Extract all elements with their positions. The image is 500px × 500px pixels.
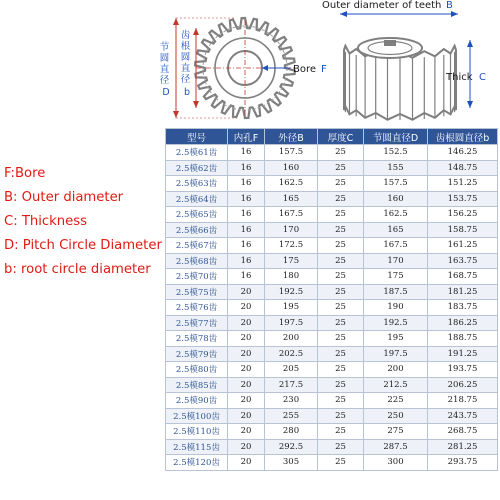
- cell-outer-diameter: 160: [265, 160, 318, 176]
- table-row: [166, 331, 498, 347]
- cell-thickness: 25: [318, 393, 364, 409]
- cell-outer-diameter: 280: [265, 424, 318, 440]
- cell-outer-diameter: 255: [265, 408, 318, 424]
- cell-bore: 20: [228, 284, 265, 300]
- cell-bore: 16: [228, 207, 265, 223]
- cell-outer-diameter: 217.5: [265, 377, 318, 393]
- cell-thickness: 25: [318, 331, 364, 347]
- cell-bore: 20: [228, 455, 265, 471]
- cell-model: 2.5模75齿: [166, 284, 228, 300]
- cell-bore: 16: [228, 253, 265, 269]
- cell-model: 2.5模120齿: [166, 455, 228, 471]
- cell-model: 2.5模79齿: [166, 346, 228, 362]
- cell-outer-diameter: 170: [265, 222, 318, 238]
- cell-bore: 20: [228, 315, 265, 331]
- cell-pitch-diameter: 162.5: [364, 207, 428, 223]
- cell-pitch-diameter: 155: [364, 160, 428, 176]
- cell-bore: 16: [228, 176, 265, 192]
- root-diameter-vertical-label: 齿 根 圆 直 径 b: [180, 30, 191, 98]
- gear-diagram: [0, 0, 500, 125]
- table-row: [166, 176, 498, 192]
- cell-pitch-diameter: 187.5: [364, 284, 428, 300]
- table-row: [166, 145, 498, 161]
- cell-bore: 16: [228, 222, 265, 238]
- cell-outer-diameter: 202.5: [265, 346, 318, 362]
- table-row: [166, 284, 498, 300]
- bore-label: Bore: [293, 64, 317, 75]
- cell-pitch-diameter: 250: [364, 408, 428, 424]
- cell-root-diameter: 168.75: [428, 269, 498, 285]
- cell-outer-diameter: 157.5: [265, 145, 318, 161]
- cell-pitch-diameter: 192.5: [364, 315, 428, 331]
- thick-letter: C: [479, 72, 486, 83]
- cell-outer-diameter: 167.5: [265, 207, 318, 223]
- cell-thickness: 25: [318, 346, 364, 362]
- cell-pitch-diameter: 167.5: [364, 238, 428, 254]
- cell-root-diameter: 243.75: [428, 408, 498, 424]
- cell-bore: 16: [228, 269, 265, 285]
- cell-thickness: 25: [318, 160, 364, 176]
- cell-model: 2.5模100齿: [166, 408, 228, 424]
- table-header-row: [166, 129, 498, 145]
- table-row: [166, 160, 498, 176]
- cell-root-diameter: 188.75: [428, 331, 498, 347]
- cell-bore: 20: [228, 408, 265, 424]
- cell-model: 2.5模61齿: [166, 145, 228, 161]
- cell-bore: 20: [228, 424, 265, 440]
- table-row: [166, 300, 498, 316]
- cell-outer-diameter: 162.5: [265, 176, 318, 192]
- cell-bore: 20: [228, 439, 265, 455]
- cell-pitch-diameter: 160: [364, 191, 428, 207]
- cell-outer-diameter: 175: [265, 253, 318, 269]
- cell-outer-diameter: 192.5: [265, 284, 318, 300]
- cell-root-diameter: 153.75: [428, 191, 498, 207]
- cell-model: 2.5模66齿: [166, 222, 228, 238]
- cell-model: 2.5模67齿: [166, 238, 228, 254]
- table-row: [166, 191, 498, 207]
- cell-bore: 20: [228, 362, 265, 378]
- cell-root-diameter: 193.75: [428, 362, 498, 378]
- cell-pitch-diameter: 200: [364, 362, 428, 378]
- cell-root-diameter: 183.75: [428, 300, 498, 316]
- cell-root-diameter: 158.75: [428, 222, 498, 238]
- header-outer-diameter: 外径B: [265, 129, 318, 145]
- cell-thickness: 25: [318, 362, 364, 378]
- legend-item-thickness: C: Thickness: [4, 214, 88, 229]
- cell-root-diameter: 156.25: [428, 207, 498, 223]
- spec-table: [165, 128, 498, 471]
- cell-root-diameter: 151.25: [428, 176, 498, 192]
- cell-model: 2.5模62齿: [166, 160, 228, 176]
- cell-root-diameter: 161.25: [428, 238, 498, 254]
- cell-root-diameter: 191.25: [428, 346, 498, 362]
- cell-pitch-diameter: 300: [364, 455, 428, 471]
- table-row: [166, 238, 498, 254]
- cell-thickness: 25: [318, 408, 364, 424]
- outer-diameter-label: Outer diameter of teeth: [322, 0, 442, 11]
- cell-outer-diameter: 200: [265, 331, 318, 347]
- cell-outer-diameter: 230: [265, 393, 318, 409]
- cell-thickness: 25: [318, 145, 364, 161]
- cell-thickness: 25: [318, 300, 364, 316]
- cell-root-diameter: 163.75: [428, 253, 498, 269]
- cell-root-diameter: 206.25: [428, 377, 498, 393]
- cell-pitch-diameter: 225: [364, 393, 428, 409]
- table-row: [166, 424, 498, 440]
- cell-model: 2.5模64齿: [166, 191, 228, 207]
- cell-model: 2.5模80齿: [166, 362, 228, 378]
- legend: [4, 162, 174, 282]
- table-row: [166, 362, 498, 378]
- legend-item-outer-diameter: B: Outer diameter: [4, 190, 124, 205]
- table-row: [166, 346, 498, 362]
- cell-model: 2.5模115齿: [166, 439, 228, 455]
- header-pitch-diameter: 节圆直径D: [364, 129, 428, 145]
- cell-root-diameter: 293.75: [428, 455, 498, 471]
- cell-model: 2.5模76齿: [166, 300, 228, 316]
- header-root-diameter: 齿根圆直径b: [428, 129, 498, 145]
- cell-pitch-diameter: 190: [364, 300, 428, 316]
- cell-pitch-diameter: 170: [364, 253, 428, 269]
- header-model: 型号: [166, 129, 228, 145]
- cell-bore: 16: [228, 160, 265, 176]
- cell-thickness: 25: [318, 207, 364, 223]
- cell-thickness: 25: [318, 238, 364, 254]
- cell-outer-diameter: 180: [265, 269, 318, 285]
- outer-diameter-letter: B: [446, 0, 453, 11]
- cell-pitch-diameter: 175: [364, 269, 428, 285]
- cell-bore: 20: [228, 300, 265, 316]
- table-row: [166, 207, 498, 223]
- table-row: [166, 439, 498, 455]
- table-row: [166, 315, 498, 331]
- cell-root-diameter: 218.75: [428, 393, 498, 409]
- cell-root-diameter: 281.25: [428, 439, 498, 455]
- table-row: [166, 253, 498, 269]
- cell-pitch-diameter: 195: [364, 331, 428, 347]
- cell-model: 2.5模65齿: [166, 207, 228, 223]
- cell-pitch-diameter: 152.5: [364, 145, 428, 161]
- cell-pitch-diameter: 197.5: [364, 346, 428, 362]
- cell-thickness: 25: [318, 253, 364, 269]
- cell-thickness: 25: [318, 377, 364, 393]
- legend-item-root-diameter: b: root circle diameter: [4, 262, 151, 277]
- table-row: [166, 455, 498, 471]
- cell-thickness: 25: [318, 191, 364, 207]
- cell-thickness: 25: [318, 315, 364, 331]
- cell-outer-diameter: 172.5: [265, 238, 318, 254]
- legend-item-pitch-diameter: D: Pitch Circle Diameter: [4, 238, 162, 253]
- cell-pitch-diameter: 287.5: [364, 439, 428, 455]
- cell-root-diameter: 146.25: [428, 145, 498, 161]
- side-view-gear: [344, 38, 456, 120]
- cell-outer-diameter: 165: [265, 191, 318, 207]
- cell-root-diameter: 181.25: [428, 284, 498, 300]
- table-row: [166, 393, 498, 409]
- table-row: [166, 377, 498, 393]
- cell-outer-diameter: 205: [265, 362, 318, 378]
- outer-diameter-dimension: [340, 11, 458, 17]
- cell-pitch-diameter: 212.5: [364, 377, 428, 393]
- thick-label: Thick: [446, 72, 473, 83]
- cell-outer-diameter: 292.5: [265, 439, 318, 455]
- cell-bore: 16: [228, 191, 265, 207]
- cell-thickness: 25: [318, 269, 364, 285]
- cell-pitch-diameter: 165: [364, 222, 428, 238]
- cell-bore: 20: [228, 346, 265, 362]
- cell-thickness: 25: [318, 176, 364, 192]
- legend-item-bore: F:Bore: [4, 166, 46, 181]
- cell-model: 2.5模68齿: [166, 253, 228, 269]
- cell-thickness: 25: [318, 222, 364, 238]
- cell-bore: 20: [228, 393, 265, 409]
- cell-bore: 16: [228, 145, 265, 161]
- cell-root-diameter: 186.25: [428, 315, 498, 331]
- cell-thickness: 25: [318, 284, 364, 300]
- header-thickness: 厚度C: [318, 129, 364, 145]
- cell-root-diameter: 148.75: [428, 160, 498, 176]
- cell-thickness: 25: [318, 455, 364, 471]
- cell-bore: 16: [228, 238, 265, 254]
- table-row: [166, 222, 498, 238]
- cell-bore: 20: [228, 331, 265, 347]
- table-body: [166, 145, 498, 471]
- cell-model: 2.5模77齿: [166, 315, 228, 331]
- bore-letter: F: [321, 64, 327, 75]
- cell-model: 2.5模70齿: [166, 269, 228, 285]
- cell-thickness: 25: [318, 424, 364, 440]
- cell-thickness: 25: [318, 439, 364, 455]
- cell-outer-diameter: 195: [265, 300, 318, 316]
- cell-model: 2.5模78齿: [166, 331, 228, 347]
- cell-outer-diameter: 305: [265, 455, 318, 471]
- cell-root-diameter: 268.75: [428, 424, 498, 440]
- cell-model: 2.5模90齿: [166, 393, 228, 409]
- header-bore: 内孔F: [228, 129, 265, 145]
- cell-outer-diameter: 197.5: [265, 315, 318, 331]
- cell-pitch-diameter: 275: [364, 424, 428, 440]
- pitch-diameter-vertical-label: 节 圆 直 径 D: [159, 42, 170, 98]
- cell-bore: 20: [228, 377, 265, 393]
- table-row: [166, 408, 498, 424]
- table-row: [166, 269, 498, 285]
- cell-pitch-diameter: 157.5: [364, 176, 428, 192]
- cell-model: 2.5模63齿: [166, 176, 228, 192]
- cell-model: 2.5模110齿: [166, 424, 228, 440]
- cell-model: 2.5模85齿: [166, 377, 228, 393]
